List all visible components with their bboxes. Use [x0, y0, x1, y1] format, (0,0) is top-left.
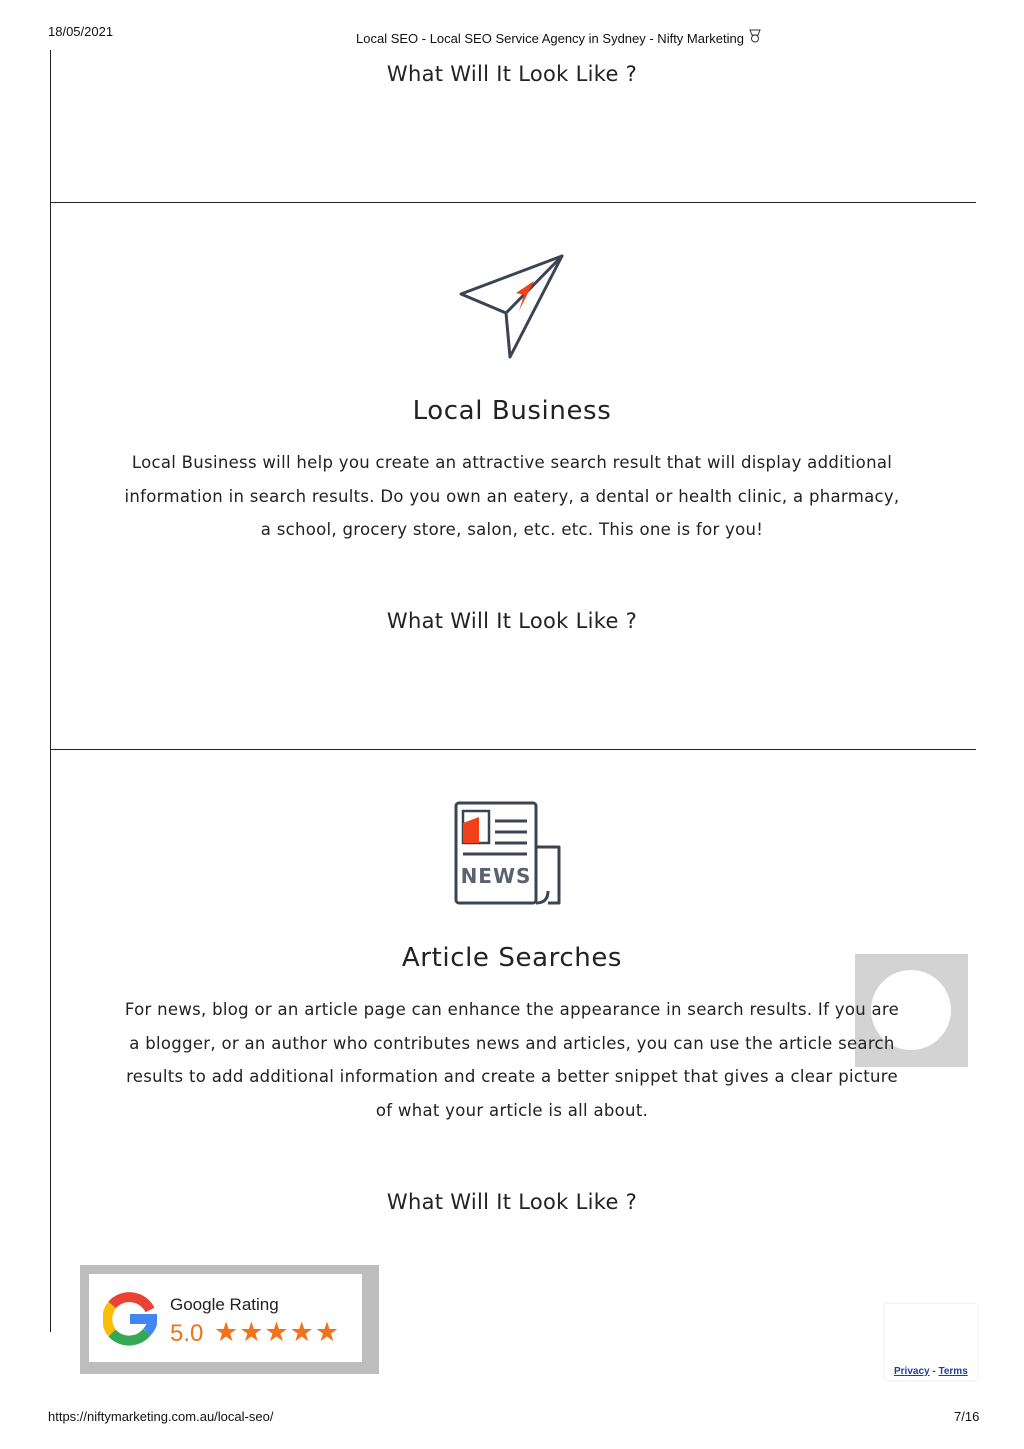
terms-link[interactable]: Terms [938, 1366, 968, 1377]
description-line: Local Business will help you create an attractive search result that will display additional [131, 453, 893, 472]
rating-score: 5.0 [170, 1320, 204, 1347]
description-line: For news, blog or an article page can enhance the appearance in search results. If you are [124, 1000, 900, 1019]
privacy-link[interactable]: Privacy [894, 1366, 930, 1377]
section-divider [50, 202, 976, 203]
print-date: 18/05/2021 [48, 24, 114, 39]
what-will-it-look-like-heading: What Will It Look Like ? [386, 62, 638, 86]
document-title-text: Local SEO - Local SEO Service Agency in Sydney - Nifty Marketing [356, 31, 745, 46]
star-rating-icons: ★★★★★ [214, 1317, 341, 1348]
google-rating-widget[interactable] [80, 1265, 379, 1374]
google-rating-card [89, 1274, 362, 1362]
section-description-local-business [100, 446, 924, 547]
rating-label: Google Rating [170, 1295, 279, 1314]
link-separator: - [929, 1366, 939, 1377]
newspaper-icon [454, 801, 564, 911]
section-title-article-searches: Article Searches [401, 943, 623, 973]
recaptcha-links [894, 1366, 968, 1377]
description-line: information in search results. Do you own an eatery, a dental or health clinic, a pharmacy, [124, 486, 900, 506]
section-title-local-business: Local Business [412, 396, 612, 426]
what-will-it-look-like-heading: What Will It Look Like ? [386, 609, 638, 633]
paper-plane-icon [458, 253, 566, 365]
description-line: of what your article is all about. [375, 1100, 649, 1120]
description-line: results to add additional information and create a better snippet that gives a clear picture [126, 1067, 898, 1086]
medal-icon [748, 29, 762, 46]
page-number: 7/16 [954, 1409, 980, 1424]
document-title [356, 29, 762, 46]
left-border-line [50, 50, 51, 1332]
section-divider [50, 749, 976, 750]
what-will-it-look-like-heading: What Will It Look Like ? [386, 1190, 638, 1214]
page-url: https://niftymarketing.com.au/local-seo/ [48, 1409, 274, 1424]
description-line: a school, grocery store, salon, etc. etc. This one is for you! [260, 520, 764, 539]
section-description-article-searches [100, 993, 924, 1127]
description-line: a blogger, or an author who contributes news and articles, you can use the article search [129, 1033, 895, 1053]
google-g-icon [103, 1292, 157, 1350]
news-icon-label: NEWS [460, 864, 532, 888]
